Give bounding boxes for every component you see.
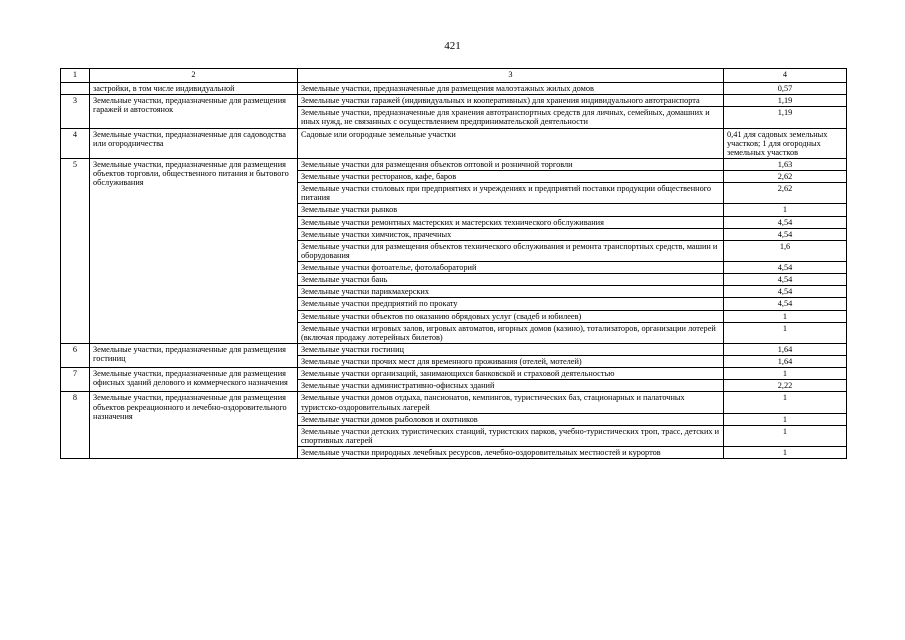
row-number [61, 83, 90, 95]
description-cell: Земельные участки гостиниц [298, 343, 724, 355]
coefficient-cell: 1,19 [724, 95, 847, 107]
description-cell: Земельные участки игровых залов, игровых автоматов, игорных домов (казино), тотализаторов, организации лотерей (включая продажу лотерейных билетов) [298, 322, 724, 343]
coefficient-cell: 4,54 [724, 286, 847, 298]
row-number: 4 [61, 128, 90, 158]
coefficient-cell: 1,63 [724, 158, 847, 170]
description-cell: Земельные участки фотоателье, фотолабораторий [298, 262, 724, 274]
coefficient-cell: 1 [724, 322, 847, 343]
row-number: 5 [61, 158, 90, 343]
row-number: 3 [61, 95, 90, 128]
coefficient-cell: 1,19 [724, 107, 847, 128]
description-cell: Земельные участки для размещения объектов оптовой и розничной торговли [298, 158, 724, 170]
header-cell: 3 [298, 69, 724, 83]
header-cell: 2 [90, 69, 298, 83]
description-cell: Земельные участки домов рыболовов и охотников [298, 413, 724, 425]
table-row [61, 343, 847, 355]
description-cell: Земельные участки рынков [298, 204, 724, 216]
coefficient-cell: 4,54 [724, 216, 847, 228]
coefficient-cell: 1,64 [724, 356, 847, 368]
description-cell: Земельные участки гаражей (индивидуальных и кооперативных) для хранения индивидуального автотранспорта [298, 95, 724, 107]
table-row [61, 392, 847, 413]
description-cell: Земельные участки детских туристических станций, туристских парков, учебно-туристических троп, трасс, детских и спортивных лагерей [298, 425, 724, 446]
description-cell: Земельные участки столовых при предприятиях и учреждениях и предприятий поставки продукции общественного питания [298, 183, 724, 204]
header-row [61, 69, 847, 83]
coefficient-cell: 1 [724, 392, 847, 413]
description-cell: Земельные участки для размещения объектов технического обслуживания и ремонта транспортных средств, машин и оборудования [298, 240, 724, 261]
description-cell: Земельные участки природных лечебных ресурсов, лечебно-оздоровительных местностей и курортов [298, 447, 724, 459]
coefficient-cell: 1 [724, 425, 847, 446]
coefficient-cell: 0,41 для садовых земельных участков; 1 для огородных земельных участков [724, 128, 847, 158]
land-plots-table [60, 68, 847, 459]
row-number: 6 [61, 343, 90, 367]
table-row [61, 128, 847, 158]
category-cell: Земельные участки, предназначенные для размещения офисных зданий делового и коммерческого назначения [90, 368, 298, 392]
category-cell: Земельные участки, предназначенные для размещения гостиниц [90, 343, 298, 367]
category-cell: застройки, в том числе индивидуальной [90, 83, 298, 95]
description-cell: Земельные участки домов отдыха, пансионатов, кемпингов, туристических баз, стационарных и палаточных туристско-оздоровительных лагерей [298, 392, 724, 413]
description-cell: Земельные участки предприятий по прокату [298, 298, 724, 310]
category-cell: Земельные участки, предназначенные для размещения объектов торговли, общественного питания и бытового обслуживания [90, 158, 298, 343]
coefficient-cell: 4,54 [724, 228, 847, 240]
page-number: 421 [444, 40, 461, 52]
description-cell: Земельные участки прочих мест для временного проживания (отелей, мотелей) [298, 356, 724, 368]
row-number: 7 [61, 368, 90, 392]
description-cell: Садовые или огородные земельные участки [298, 128, 724, 158]
description-cell: Земельные участки ресторанов, кафе, баров [298, 171, 724, 183]
coefficient-cell: 2,22 [724, 380, 847, 392]
description-cell: Земельные участки, предназначенные для хранения автотранспортных средств для личных, семейных, домашних и иных нужд, не связанных с осуществлением предпринимательской деятельности [298, 107, 724, 128]
coefficient-cell: 4,54 [724, 274, 847, 286]
description-cell: Земельные участки, предназначенные для размещения малоэтажных жилых домов [298, 83, 724, 95]
category-cell: Земельные участки, предназначенные для размещения гаражей и автостоянок [90, 95, 298, 128]
coefficient-cell: 1 [724, 413, 847, 425]
coefficient-cell: 4,54 [724, 262, 847, 274]
description-cell: Земельные участки ремонтных мастерских и мастерских технического обслуживания [298, 216, 724, 228]
header-cell: 4 [724, 69, 847, 83]
row-number: 8 [61, 392, 90, 459]
coefficient-cell: 1 [724, 447, 847, 459]
header-cell: 1 [61, 69, 90, 83]
coefficient-cell: 1,6 [724, 240, 847, 261]
description-cell: Земельные участки парикмахерских [298, 286, 724, 298]
description-cell: Земельные участки административно-офисных зданий [298, 380, 724, 392]
table-row [61, 95, 847, 107]
description-cell: Земельные участки бань [298, 274, 724, 286]
category-cell: Земельные участки, предназначенные для размещения объектов рекреационного и лечебно-оздоровительного назначения [90, 392, 298, 459]
table-row [61, 368, 847, 380]
table-row [61, 83, 847, 95]
coefficient-cell: 1 [724, 310, 847, 322]
coefficient-cell: 4,54 [724, 298, 847, 310]
coefficient-cell: 1,64 [724, 343, 847, 355]
coefficient-cell: 1 [724, 204, 847, 216]
coefficient-cell: 2,62 [724, 183, 847, 204]
description-cell: Земельные участки объектов по оказанию обрядовых услуг (свадеб и юбилеев) [298, 310, 724, 322]
table-body [61, 83, 847, 459]
category-cell: Земельные участки, предназначенные для садоводства или огородничества [90, 128, 298, 158]
coefficient-cell: 1 [724, 368, 847, 380]
coefficient-cell: 0,57 [724, 83, 847, 95]
description-cell: Земельные участки химчисток, прачечных [298, 228, 724, 240]
description-cell: Земельные участки организаций, занимающихся банковской и страховой деятельностью [298, 368, 724, 380]
coefficient-cell: 2,62 [724, 171, 847, 183]
table-row [61, 158, 847, 170]
